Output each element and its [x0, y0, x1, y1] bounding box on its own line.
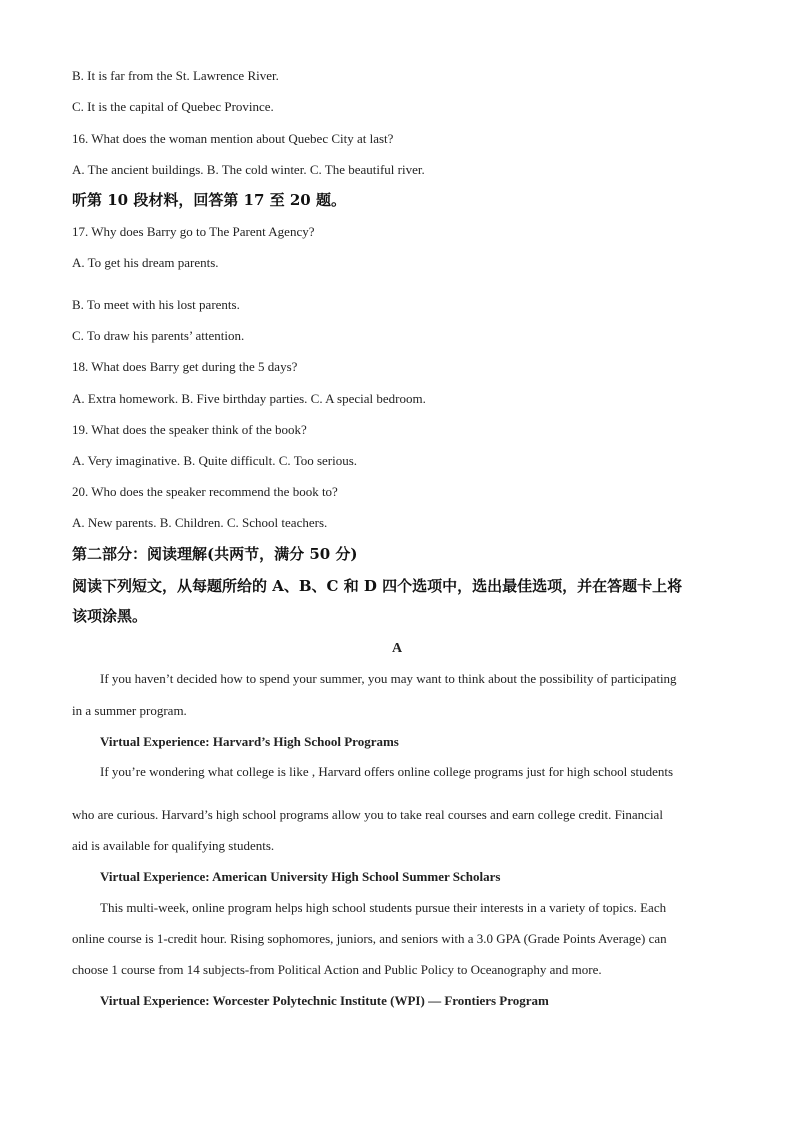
q20-options: A. New parents. B. Children. C. School teachers.	[72, 515, 328, 530]
american-title: Virtual Experience: American University High School Summer Scholars	[100, 869, 501, 884]
american-line2: online course is 1-credit hour. Rising sophomores, juniors, and seniors with a 3.0 GPA (Grade Points Average) can	[72, 931, 667, 946]
q16-question: 16. What does the woman mention about Quebec City at last?	[72, 131, 394, 146]
passage-label: A	[391, 641, 403, 656]
q17-option-b: B. To meet with his lost parents.	[72, 297, 240, 312]
harvard-title: Virtual Experience: Harvard’s High School Programs	[100, 734, 399, 749]
reading-instruction-line2: 该项涂黑。	[72, 607, 148, 625]
intro-line2: in a summer program.	[72, 703, 187, 718]
harvard-line2: who are curious. Harvard’s high school programs allow you to take real courses and earn college credit. Financial	[72, 807, 663, 822]
q15-option-b: B. It is far from the St. Lawrence River.	[72, 68, 279, 83]
q19-question: 19. What does the speaker think of the book?	[72, 422, 307, 437]
reading-instruction-line1: 阅读下列短文，从每题所给的 A、B、C 和 D 四个选项中，选出最佳选项，并在答题卡上将	[72, 577, 683, 595]
q18-question: 18. What does Barry get during the 5 days?	[72, 359, 298, 374]
intro-line1: If you haven’t decided how to spend your summer, you may want to think about the possibility of participating	[100, 671, 677, 686]
american-line3: choose 1 course from 14 subjects-from Political Action and Public Policy to Oceanography and more.	[72, 962, 602, 977]
q17-option-a: A. To get his dream parents.	[72, 255, 219, 270]
q15-option-c: C. It is the capital of Quebec Province.	[72, 99, 274, 114]
q20-question: 20. Who does the speaker recommend the book to?	[72, 484, 338, 499]
q17-question: 17. Why does Barry go to The Parent Agency?	[72, 224, 315, 239]
reading-part-heading: 第二部分：阅读理解(共两节，满分 50 分)	[72, 545, 358, 563]
q17-option-c: C. To draw his parents’ attention.	[72, 328, 245, 343]
q19-options: A. Very imaginative. B. Quite difficult. C. Too serious.	[72, 453, 358, 468]
section10-heading: 听第 10 段材料，回答第 17 至 20 题。	[72, 191, 346, 209]
american-line1: This multi-week, online program helps high school students pursue their interests in a variety of topics. Each	[100, 900, 667, 915]
harvard-line1: If you’re wondering what college is like , Harvard offers online college programs just for high school students	[100, 764, 674, 779]
wpi-title: Virtual Experience: Worcester Polytechnic Institute (WPI) — Frontiers Program	[100, 993, 549, 1008]
q18-options: A. Extra homework. B. Five birthday parties. C. A special bedroom.	[72, 391, 426, 406]
harvard-line3: aid is available for qualifying students.	[72, 838, 275, 853]
q16-options: A. The ancient buildings. B. The cold winter. C. The beautiful river.	[72, 162, 425, 177]
